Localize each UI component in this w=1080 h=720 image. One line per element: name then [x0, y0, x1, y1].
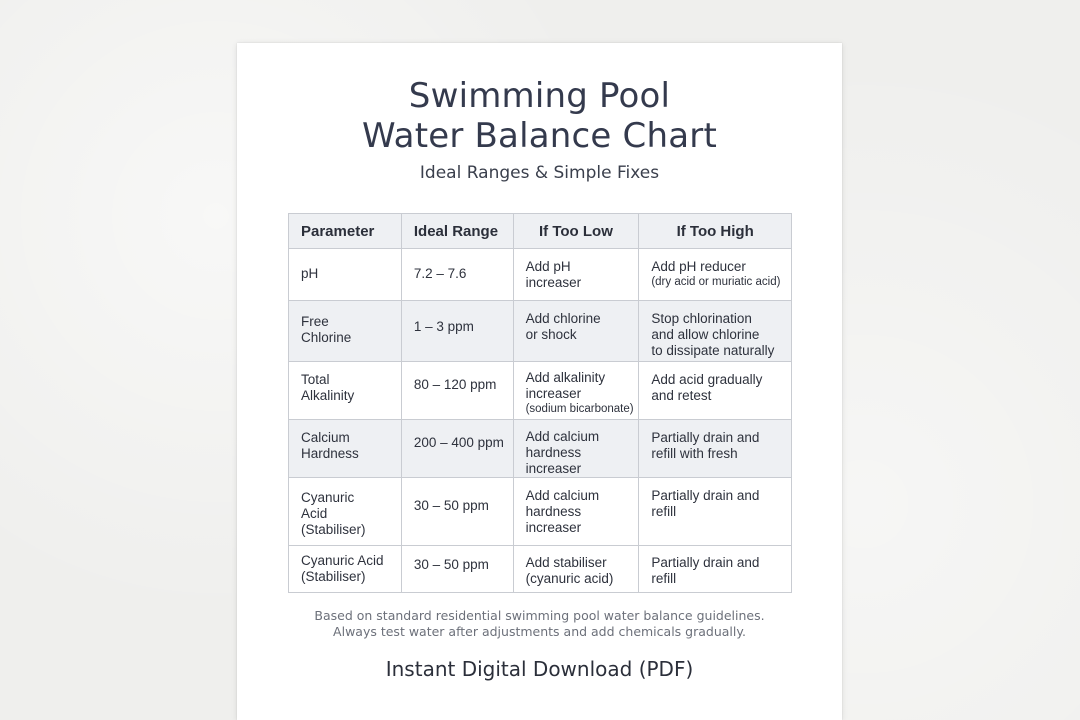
low-text: hardness increaser: [525, 445, 582, 476]
low-text: increaser: [525, 386, 582, 401]
high-text: Add pH reducer: [651, 259, 746, 274]
high-cell: [639, 362, 792, 420]
high-text: Partially drain and: [651, 488, 760, 503]
low-text: or shock: [525, 327, 577, 342]
parameter-text: Alkalinity: [301, 388, 355, 403]
low-text: Add chlorine: [525, 311, 601, 326]
parameter-cell: [289, 420, 402, 478]
parameter-cell: [289, 546, 402, 593]
high-text: to dissipate naturally: [651, 343, 775, 358]
low-note: (sodium bicarbonate): [525, 403, 634, 415]
range-cell: 200 – 400 ppm: [401, 420, 513, 478]
high-cell: [639, 478, 792, 546]
table-header-row: [289, 214, 792, 249]
low-cell: [513, 362, 639, 420]
high-cell: [639, 301, 792, 362]
subtitle: Ideal Ranges & Simple Fixes: [419, 163, 660, 183]
low-text: (cyanuric acid): [525, 571, 614, 586]
range-cell: 1 – 3 ppm: [401, 301, 513, 362]
high-text: Partially drain and: [651, 430, 760, 445]
low-text: hardness increaser: [525, 504, 582, 535]
high-cell: [639, 249, 792, 301]
low-cell: [513, 546, 639, 593]
low-text: Add stabiliser: [525, 555, 607, 570]
table-row: [289, 362, 792, 420]
table-row: [289, 478, 792, 546]
high-text: Stop chlorination: [651, 311, 752, 326]
parameter-text: pH: [301, 266, 319, 281]
low-cell: [513, 301, 639, 362]
high-text: refill: [651, 571, 677, 586]
parameter-text: (Stabiliser): [301, 569, 366, 584]
parameter-text: Free: [301, 314, 329, 329]
low-text: Add alkalinity: [525, 370, 606, 385]
title-line-1: Swimming Pool: [408, 76, 671, 116]
parameter-text: Cyanuric: [301, 490, 355, 505]
high-note: (dry acid or muriatic acid): [651, 276, 781, 288]
high-text: Add acid gradually: [651, 372, 763, 387]
parameter-cell: [289, 301, 402, 362]
high-text: refill with fresh: [651, 446, 738, 461]
parameter-text: Cyanuric Acid: [301, 553, 384, 568]
header-parameter: Parameter: [289, 214, 402, 249]
range-cell: 30 – 50 ppm: [401, 546, 513, 593]
header-if-too-low: If Too Low: [513, 214, 639, 249]
range-cell: 7.2 – 7.6: [401, 249, 513, 301]
low-text: Add pH: [525, 259, 571, 274]
parameter-cell: [289, 478, 402, 546]
high-text: refill: [651, 504, 677, 519]
high-text: and retest: [651, 388, 712, 403]
table-row: [289, 546, 792, 593]
low-cell: [513, 478, 639, 546]
chart-sheet: [237, 43, 842, 720]
header-ideal-range: Ideal Range: [401, 214, 513, 249]
low-text: increaser: [525, 275, 582, 290]
parameter-text: Hardness: [301, 446, 359, 461]
parameter-text: Chlorine: [301, 330, 352, 345]
table-row: [289, 249, 792, 301]
high-text: Partially drain and: [651, 555, 760, 570]
parameter-cell: [289, 362, 402, 420]
low-text: Add calcium: [525, 488, 600, 503]
header-if-too-high: If Too High: [639, 214, 792, 249]
parameter-text: Calcium: [301, 430, 350, 445]
footnote-line-2: Always test water after adjustments and add chemicals gradually.: [333, 624, 746, 639]
parameter-text: Total: [301, 372, 330, 387]
footnote-line-1: Based on standard residential swimming pool water balance guidelines.: [314, 608, 765, 623]
table-row: [289, 420, 792, 478]
parameter-cell: [289, 249, 402, 301]
water-balance-table: [288, 213, 792, 593]
low-cell: [513, 420, 639, 478]
high-text: and allow chlorine: [651, 327, 760, 342]
download-label: Instant Digital Download (PDF): [385, 657, 694, 681]
low-text: Add calcium: [525, 429, 600, 444]
high-cell: [639, 546, 792, 593]
parameter-text: (Stabiliser): [301, 522, 366, 537]
parameter-text: Acid: [301, 506, 328, 521]
title-line-2: Water Balance Chart: [362, 116, 717, 156]
table-row: [289, 301, 792, 362]
high-cell: [639, 420, 792, 478]
range-cell: 80 – 120 ppm: [401, 362, 513, 420]
low-cell: [513, 249, 639, 301]
range-cell: 30 – 50 ppm: [401, 478, 513, 546]
